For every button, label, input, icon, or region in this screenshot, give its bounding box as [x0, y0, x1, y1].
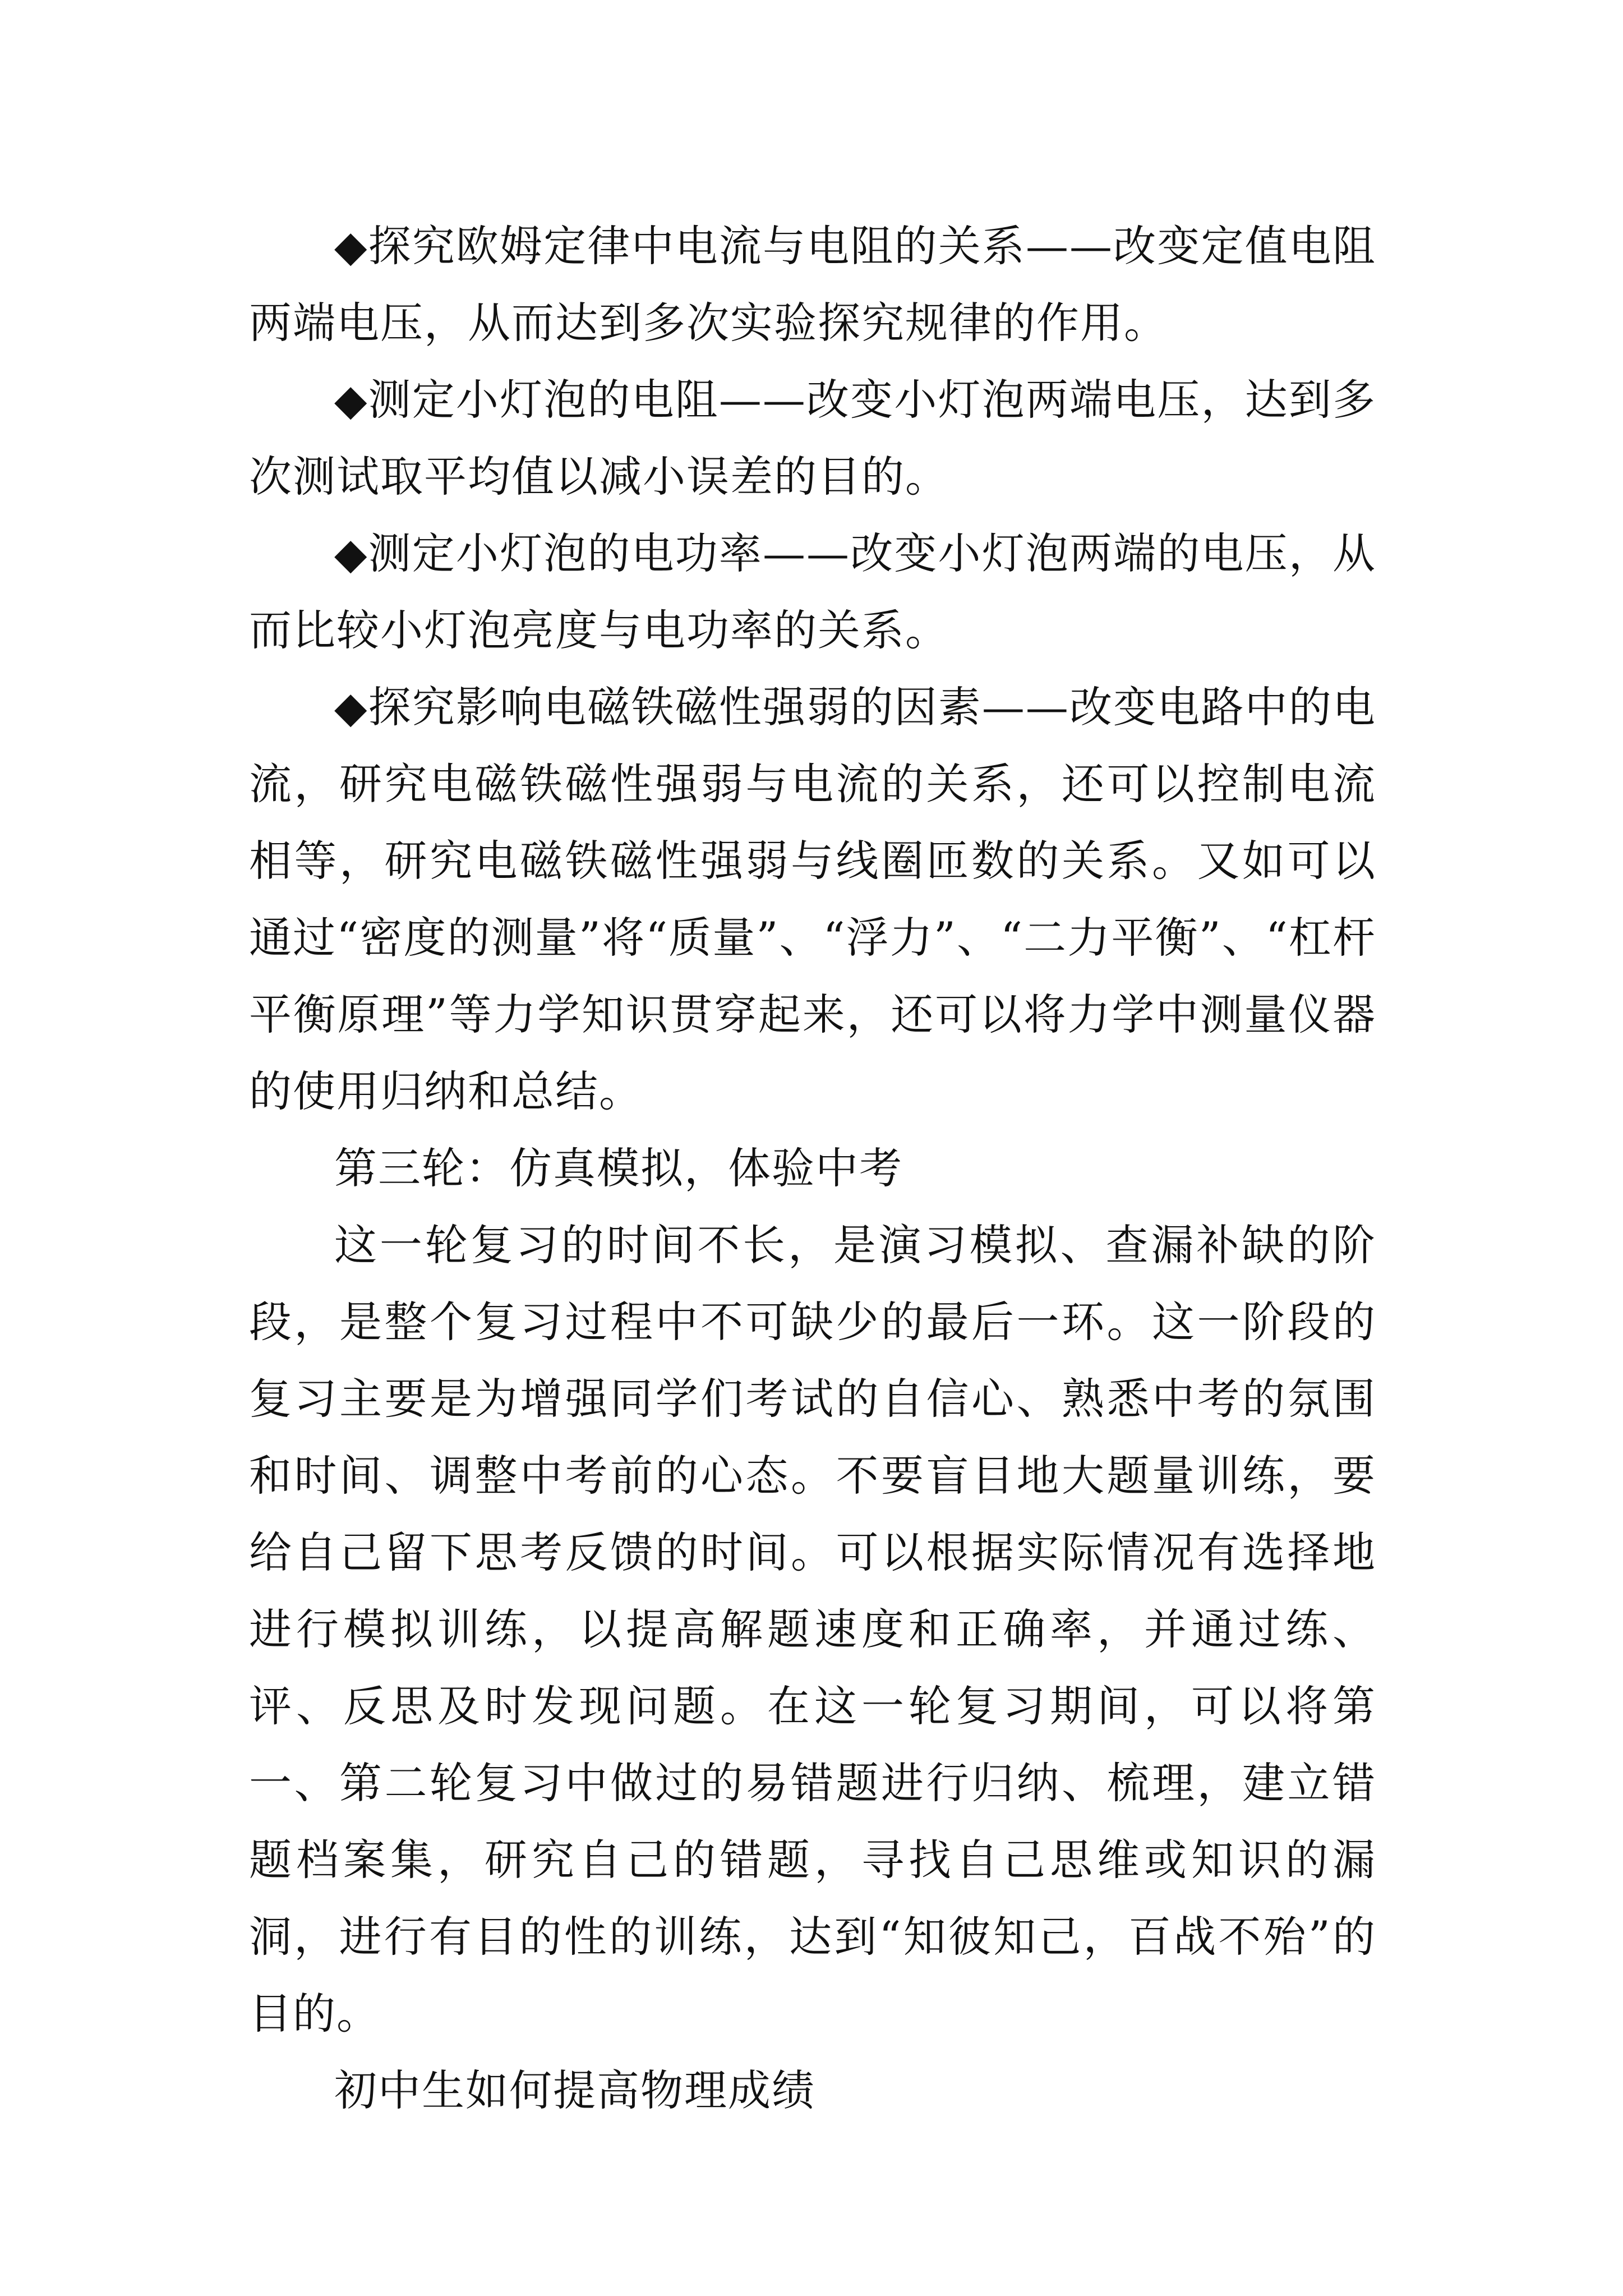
- paragraph-bulb-power: ◆测定小灯泡的电功率——改变小灯泡两端的电压，从而比较小灯泡亮度与电功率的关系。: [249, 528, 1376, 655]
- document-body: [249, 208, 1376, 2129]
- section-heading-improve-scores: 初中生如何提高物理成绩: [334, 2065, 815, 2115]
- paragraph-bulb-resistance: ◆测定小灯泡的电阻——改变小灯泡两端电压，达到多次测试取平均值以减小误差的目的。: [249, 375, 1376, 501]
- paragraph-electromagnet: ◆探究影响电磁铁磁性强弱的因素——改变电路中的电流，研究电磁铁磁性强弱与电流的关系，还可以控制电流相等，研究电磁铁磁性强弱与线圈匝数的关系。又如可以通过“密度的测量”将“质量”、“浮力”、“二力平衡”、“杠杆平衡原理”等力学知识贯穿起来，还可以将力学中测量仪器的使用归纳和总结。: [249, 682, 1376, 1116]
- paragraph-round-three-body: 这一轮复习的时间不长，是演习模拟、查漏补缺的阶段，是整个复习过程中不可缺少的最后一环。这一阶段的复习主要是为增强同学们考试的自信心、熟悉中考的氛围和时间、调整中考前的心态。不要盲目地大题量训练，要给自己留下思考反馈的时间。可以根据实际情况有选择地进行模拟训练，以提高解题速度和正确率，并通过练、评、反思及时发现问题。在这一轮复习期间，可以将第一、第二轮复习中做过的易错题进行归纳、梳理，建立错题档案集，研究自己的错题，寻找自己思维或知识的漏洞，进行有目的性的训练，达到“知彼知己，百战不殆”的目的。: [249, 1220, 1376, 2039]
- paragraph-ohms-law-resistance: ◆探究欧姆定律中电流与电阻的关系——改变定值电阻两端电压，从而达到多次实验探究规律的作用。: [249, 221, 1376, 348]
- section-heading-round-three: 第三轮：仿真模拟，体验中考: [334, 1143, 903, 1193]
